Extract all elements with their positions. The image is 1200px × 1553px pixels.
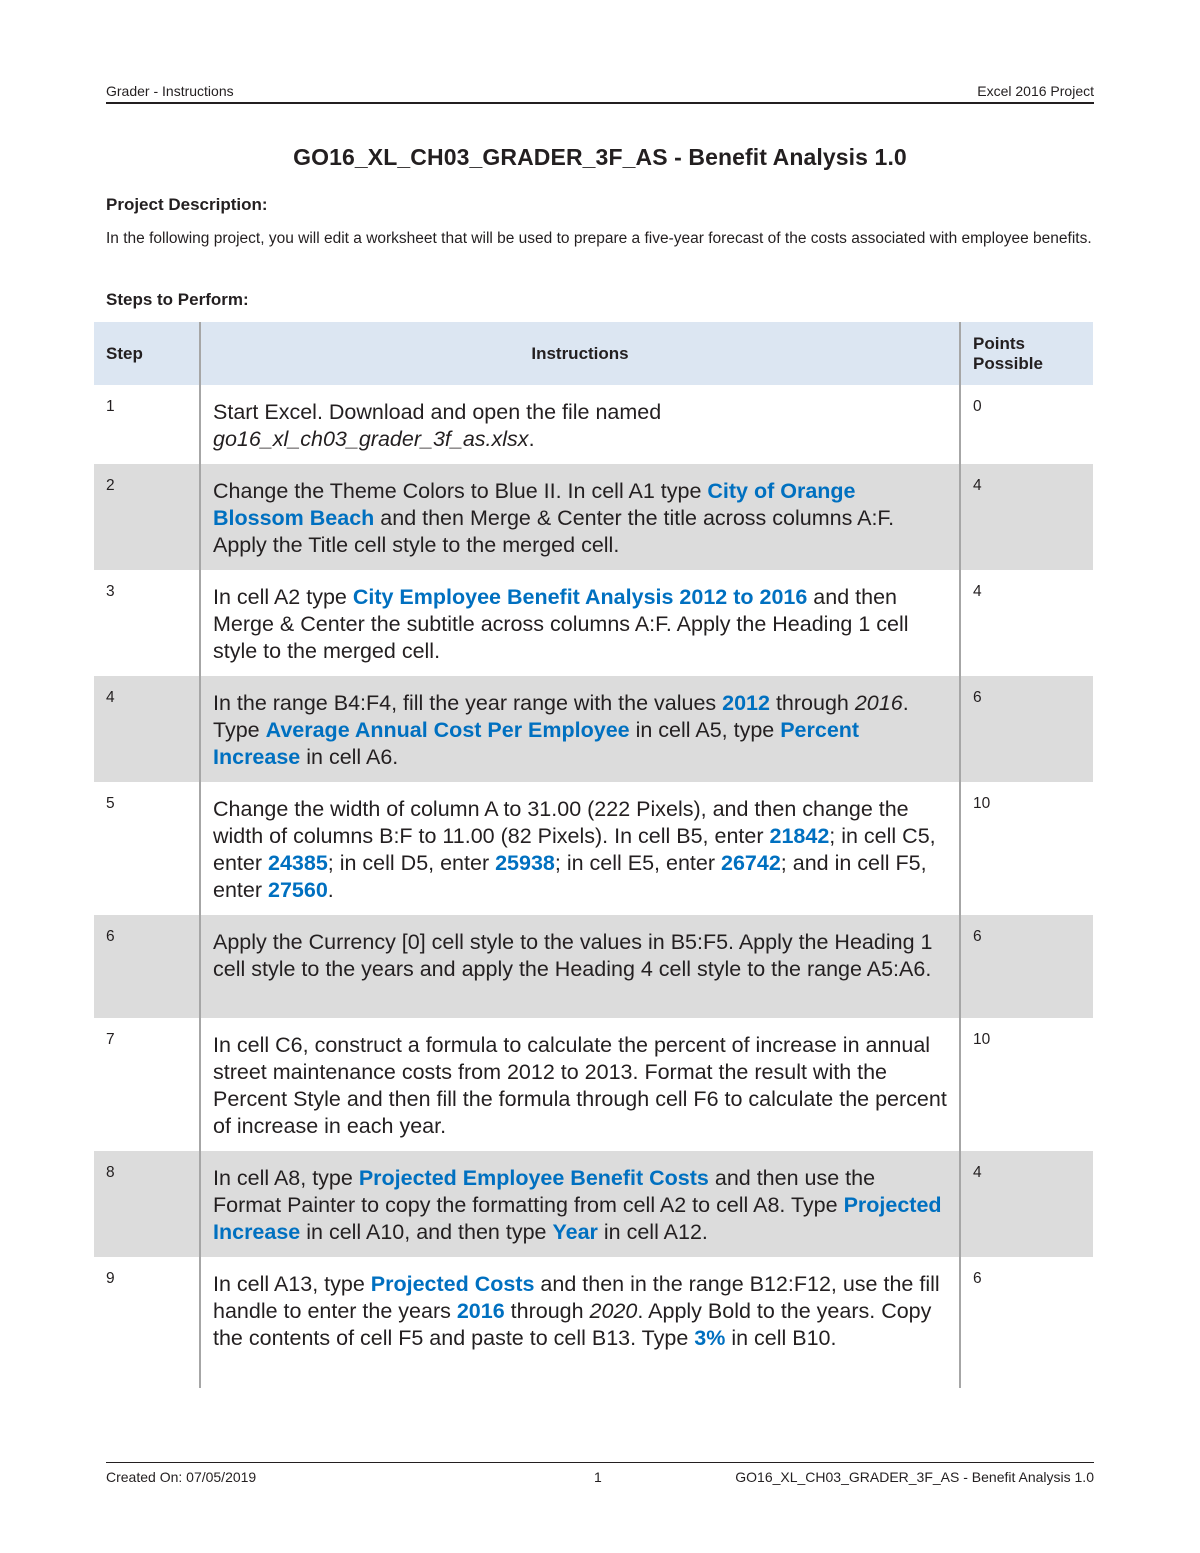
typed-value-text: 26742 (721, 851, 781, 875)
step-number: 7 (94, 1018, 200, 1151)
instruction-text: . (327, 878, 334, 902)
instruction-text: through (769, 691, 855, 715)
steps-label: Steps to Perform: (106, 290, 249, 309)
header-left-text: Grader - Instructions (106, 83, 234, 99)
step-instructions (200, 385, 960, 464)
instruction-text: Apply the Currency [0] cell style to the values in B5:F5. Apply the Heading 1 cell style to the years and apply the Heading 4 cell style to the range A5:A6. (213, 930, 933, 981)
table-row (94, 1018, 1093, 1151)
typed-value-text: 27560 (267, 878, 328, 902)
instruction-text: and then in the range B12:F12, use the fill handle to enter the years (213, 1272, 940, 1323)
project-description-text: In the following project, you will edit a worksheet that will be used to prepare a five-year forecast of the costs associated with employee benefits. (106, 230, 1092, 247)
instruction-text: In cell C6, construct a formula to calculate the percent of increase in annual street maintenance costs from 2012 to 2013. Format the result with the Percent Style and then fill the formula through cell F6 to calculate the percent of increase in each year. (213, 1033, 947, 1138)
instruction-text: in cell A6. (300, 745, 399, 769)
points-possible: 4 (960, 1151, 1093, 1257)
page-footer (106, 1462, 1094, 1487)
instruction-text: and then use the Format Painter to copy the formatting from cell A2 to cell A8. Type (213, 1166, 876, 1217)
step-number: 1 (94, 385, 200, 464)
instruction-text: in cell A12. (597, 1220, 708, 1244)
header-right-text: Excel 2016 Project (977, 83, 1094, 99)
typed-value-text: 21842 (769, 824, 830, 848)
table-row (94, 464, 1093, 570)
footer-document-name: GO16_XL_CH03_GRADER_3F_AS - Benefit Analysis 1.0 (735, 1469, 1094, 1485)
step-instructions (200, 464, 960, 570)
step-number: 8 (94, 1151, 200, 1257)
footer-created-date: Created On: 07/05/2019 (106, 1469, 257, 1485)
instruction-text: through (504, 1299, 590, 1323)
instruction-text: In cell A13, type (213, 1272, 371, 1296)
instruction-text: In cell A2 type (213, 585, 353, 609)
step-number: 3 (94, 570, 200, 676)
step-column-header: Step (94, 322, 200, 385)
table-row (94, 570, 1093, 676)
typed-value-text: 24385 (267, 851, 328, 875)
step-instructions (200, 676, 960, 782)
instruction-text: ; in cell E5, enter (554, 851, 721, 875)
page-header (106, 82, 1094, 104)
instruction-text: . Type (213, 691, 909, 742)
instruction-text: go16_xl_ch03_grader_3f_as.xlsx (213, 427, 529, 451)
instruction-text: . (528, 427, 535, 451)
footer-page-number: 1 (594, 1469, 602, 1485)
step-number: 5 (94, 782, 200, 915)
document-title: GO16_XL_CH03_GRADER_3F_AS - Benefit Analysis 1.0 (293, 144, 907, 170)
instruction-text: In cell A8, type (213, 1166, 359, 1190)
points-possible: 6 (960, 1257, 1093, 1388)
typed-value-text: 2016 (456, 1299, 505, 1323)
table-row (94, 915, 1093, 1018)
step-number: 4 (94, 676, 200, 782)
typed-value-text: Average Annual Cost Per Employee (265, 718, 630, 742)
points-column-header: Points Possible (960, 322, 1093, 385)
instruction-text: 2020 (589, 1299, 638, 1323)
step-instructions (200, 1257, 960, 1388)
points-possible: 6 (960, 915, 1093, 1018)
typed-value-text: City Employee Benefit Analysis 2012 to 2016 (352, 585, 808, 609)
step-instructions (200, 1151, 960, 1257)
typed-value-text: Percent Increase (213, 718, 860, 769)
step-instructions (200, 915, 960, 1018)
instructions-column-header: Instructions (200, 322, 960, 385)
typed-value-text: Year (552, 1220, 598, 1244)
steps-table (94, 322, 1093, 1388)
instruction-text: and then Merge & Center the title across columns A:F. Apply the Title cell style to the merged cell. (213, 506, 895, 557)
typed-value-text: 2012 (722, 691, 770, 715)
instruction-text: and then Merge & Center the subtitle across columns A:F. Apply the Heading 1 cell style to the merged cell. (213, 585, 909, 663)
table-row (94, 385, 1093, 464)
step-number: 6 (94, 915, 200, 1018)
instruction-text: In the range B4:F4, fill the year range with the values (213, 691, 723, 715)
points-possible: 10 (960, 782, 1093, 915)
table-row (94, 782, 1093, 915)
typed-value-text: 3% (694, 1326, 726, 1350)
typed-value-text: 25938 (495, 851, 555, 875)
table-header-row (94, 322, 1093, 385)
step-number: 2 (94, 464, 200, 570)
instruction-text: 2016 (854, 691, 903, 715)
project-description-label: Project Description: (106, 195, 268, 214)
points-possible: 10 (960, 1018, 1093, 1151)
instruction-text: Change the width of column A to 31.00 (222 Pixels), and then change the width of columns B:F to 11.00 (82 Pixels). In cell B5, enter (213, 797, 909, 848)
steps-table-body (94, 385, 1093, 1388)
step-instructions (200, 1018, 960, 1151)
table-row (94, 1151, 1093, 1257)
instruction-text: ; in cell C5, enter (213, 824, 936, 875)
typed-value-text: Projected Increase (213, 1193, 942, 1244)
points-possible: 6 (960, 676, 1093, 782)
instruction-text: Change the Theme Colors to Blue II. In cell A1 type (213, 479, 708, 503)
instruction-text: ; in cell D5, enter (327, 851, 496, 875)
step-instructions (200, 570, 960, 676)
table-row (94, 1257, 1093, 1388)
table-row (94, 676, 1093, 782)
points-possible: 4 (960, 570, 1093, 676)
typed-value-text: City of Orange Blossom Beach (213, 479, 856, 530)
points-possible: 4 (960, 464, 1093, 570)
typed-value-text: Projected Costs (370, 1272, 535, 1296)
instruction-text: in cell A10, and then type (300, 1220, 553, 1244)
step-instructions (200, 782, 960, 915)
instruction-text: Start Excel. Download and open the file named (213, 400, 662, 424)
instruction-text: . Apply Bold to the years. Copy the contents of cell F5 and paste to cell B13. Type (213, 1299, 932, 1350)
instruction-text: ; and in cell F5, enter (213, 851, 927, 902)
instruction-text: in cell A5, type (629, 718, 781, 742)
points-possible: 0 (960, 385, 1093, 464)
typed-value-text: Projected Employee Benefit Costs (358, 1166, 709, 1190)
instruction-text: in cell B10. (725, 1326, 837, 1350)
step-number: 9 (94, 1257, 200, 1388)
